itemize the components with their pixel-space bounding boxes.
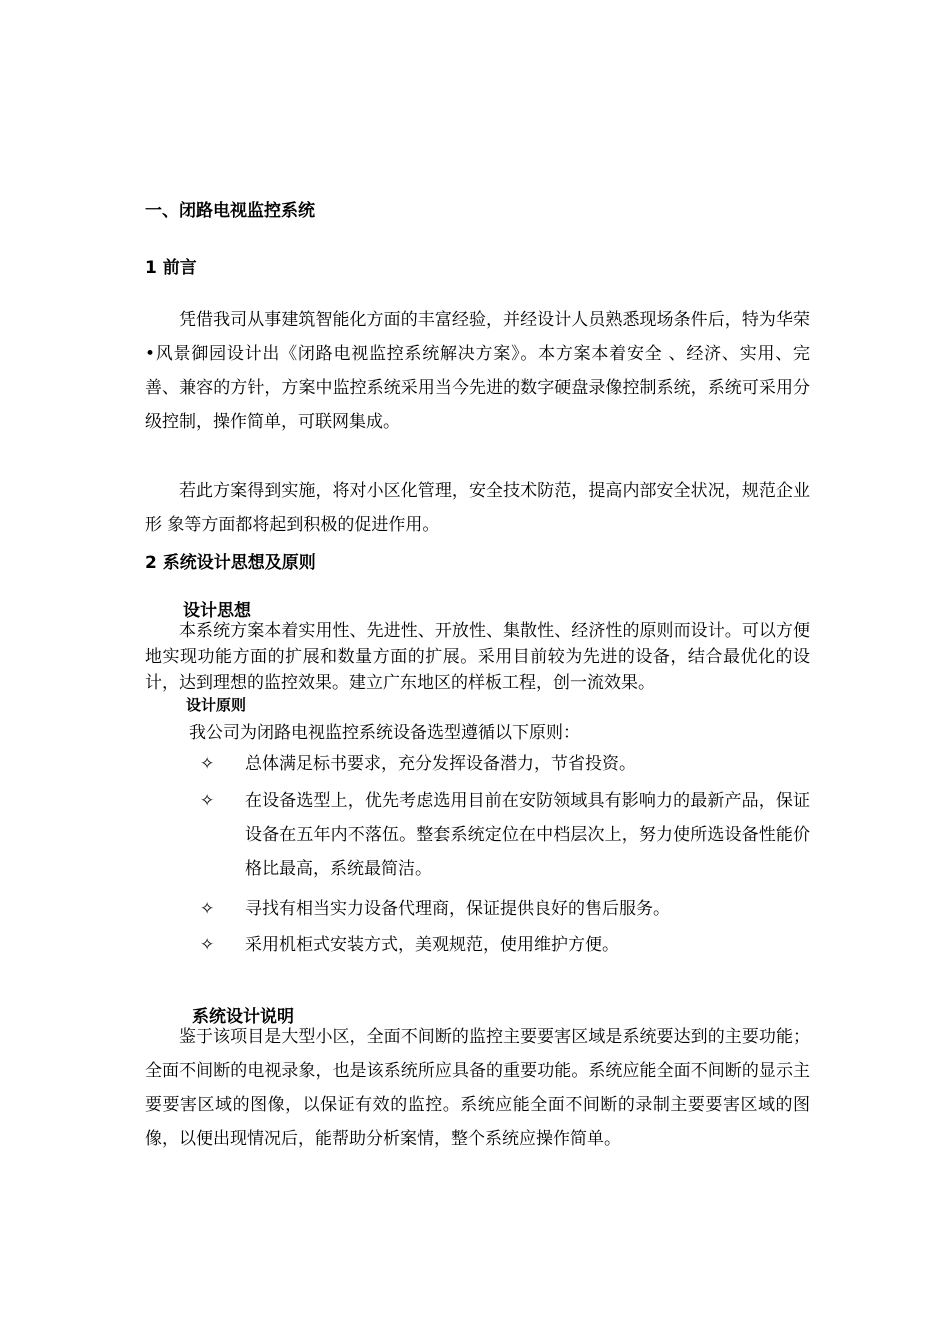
principle-list-item — [200, 747, 810, 781]
principle-text: 总体满足标书要求，充分发挥设备潜力，节省投资。 — [245, 754, 636, 774]
design-idea-paragraph: 本系统方案本着实用性、先进性、开放性、集散性、经济性的原则而设计。可以方便地实现功能方面的扩展和数量方面的扩展。采用目前较为先进的设备，结合最优化的设计，达到理想的监控效果。建立广东地区的样板工程，创一流效果。 — [145, 621, 810, 693]
principle-list-item — [200, 784, 810, 886]
preface-paragraph-1: 凭借我司从事建筑智能化方面的丰富经验，并经设计人员熟悉现场条件后，特为华荣•风景御园设计出《闭路电视监控系统解决方案》。本方案本着安全 、经济、实用、完善、兼容的方针，方案中监控系统采用当今先进的数字硬盘录像控制系统，系统可采用分级控制，操作简单，可联网集成。 — [145, 310, 810, 432]
preface-paragraph-2: 若此方案得到实施，将对小区化管理，安全技术防范，提高内部安全状况，规范企业形 象等方面都将起到积极的促进作用。 — [145, 481, 810, 535]
principle-text: 寻找有相当实力设备代理商，保证提供良好的售后服务。 — [245, 899, 670, 919]
principle-text: 在设备选型上，优先考虑选用目前在安防领域具有影响力的最新产品，保证设备在五年内不落伍。整套系统定位在中档层次上，努力使所选设备性能价格比最高，系统最简洁。 — [245, 791, 810, 879]
principle-list-item — [200, 928, 810, 962]
principle-text: 采用机柜式安装方式，美观规范，使用维护方便。 — [245, 935, 619, 955]
system-description-paragraph: 鉴于该项目是大型小区，全面不间断的监控主要要害区域是系统要达到的主要功能；全面不间断的电视录象，也是该系统所应具备的重要功能。系统应能全面不间断的显示主要要害区域的图像，以保证有效的监控。系统应能全面不间断的录制主要要害区域的图像，以便出现情况后，能帮助分析案情，整个系统应操作简单。 — [145, 1027, 810, 1149]
bullet-star-icon: ✧ — [200, 935, 215, 955]
subsection-title-design: 2 系统设计思想及原则 — [145, 553, 316, 573]
system-description-title: 系统设计说明 — [192, 1007, 294, 1027]
principle-list-item — [200, 892, 810, 926]
bullet-star-icon: ✧ — [200, 899, 215, 919]
design-principle-title: 设计原则 — [186, 696, 247, 714]
section-heading: 一、闭路电视监控系统 — [145, 201, 315, 221]
design-principle-intro: 我公司为闭路电视监控系统设备选型遵循以下原则： — [189, 723, 580, 743]
design-idea-title: 设计思想 — [183, 601, 251, 621]
bullet-star-icon: ✧ — [200, 754, 215, 774]
bullet-star-icon: ✧ — [200, 791, 215, 811]
subsection-title-preface: 1 前言 — [145, 258, 197, 278]
